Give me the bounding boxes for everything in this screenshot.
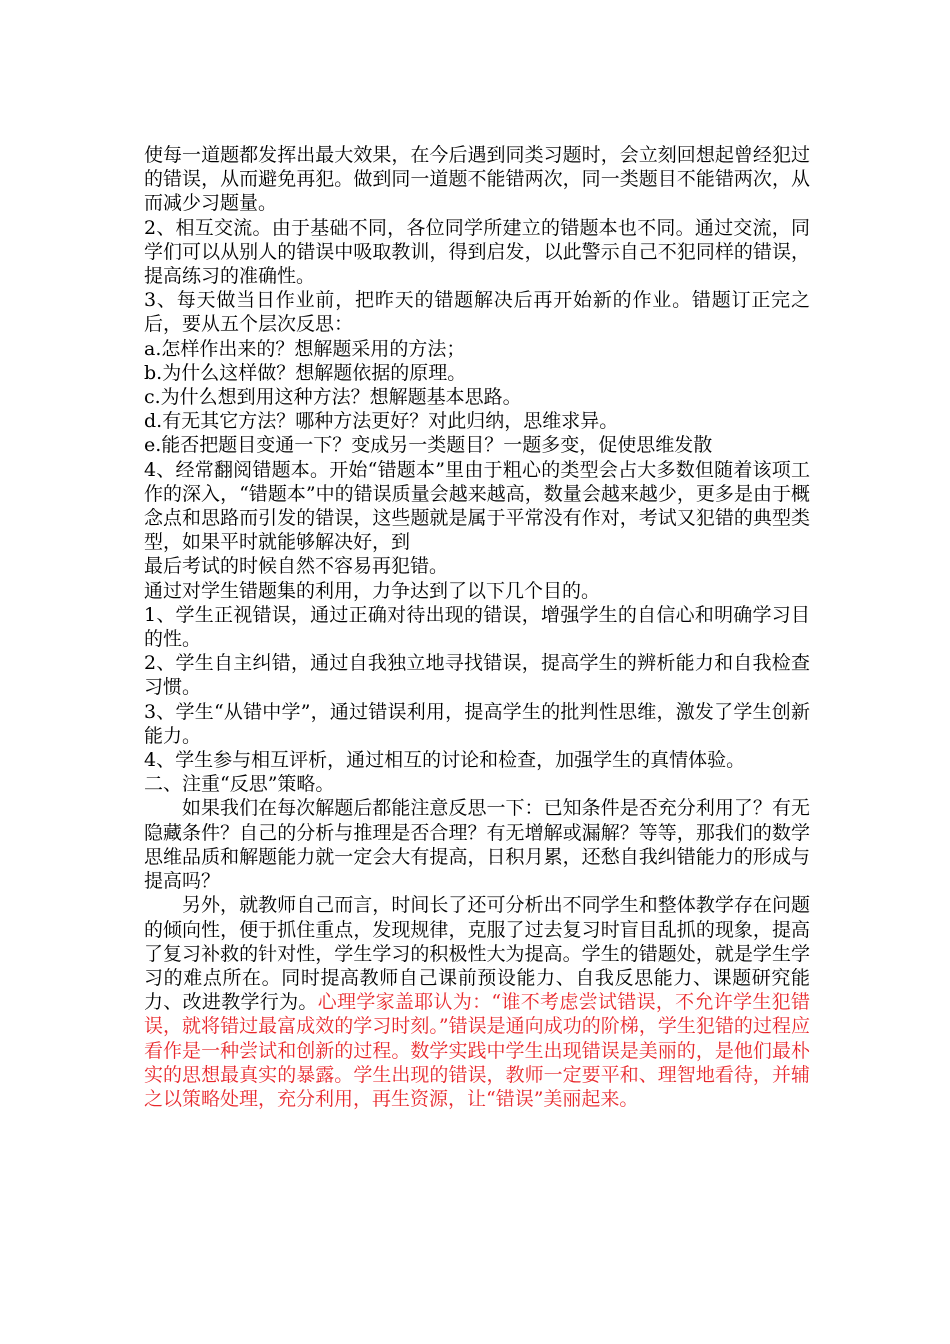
goals-intro: 通过对学生错题集的利用，力争达到了以下几个目的。 [144, 579, 601, 602]
goal-item-1: 1、学生正视错误，通过正确对待出现的错误，增强学生的自信心和明确学习目的性。 [144, 603, 810, 651]
reflection-item-b: b.为什么这样做？想解题依据的原理。 [144, 361, 467, 384]
reflection-item-a: a.怎样作出来的？想解题采用的方法； [144, 337, 466, 360]
highlighted-quote: 心理学家盖耶认为：“谁不考虑尝试错误，不允许学生犯错误，就将错过最富成效的学习时刻。”错误是通向成功的阶梯，学生犯错的过程应看作是一种尝试和创新的过程。数学实践中学生出现错误是美丽的，是他们最朴实的思想最真实的暴露。学生出现的错误，教师一定要平和、理智地看待，并辅之以策略处理，充分利用，再生资源，让“错误”美丽起来。 [144, 991, 810, 1110]
reflection-item-d: d.有无其它方法？哪种方法更好？对此归纳，思维求异。 [144, 410, 619, 433]
paragraph-point-2: 2、相互交流。由于基础不同，各位同学所建立的错题本也不同。通过交流，同学们可以从别人的错误中吸取教训，得到启发，以此警示自己不犯同样的错误，提高练习的准确性。 [144, 216, 810, 288]
paragraph-reflection: 如果我们在每次解题后都能注意反思一下：已知条件是否充分利用了？有无隐藏条件？自己的分析与推理是否合理？有无增解或漏解？等等，那我们的数学思维品质和解题能力就一定会大有提高，日积月累，还愁自我纠错能力的形成与提高吗？ [144, 797, 810, 893]
goal-item-2: 2、学生自主纠错，通过自我独立地寻找错误，提高学生的辨析能力和自我检查习惯。 [144, 652, 810, 699]
goal-item-3: 3、学生“从错中学”，通过错误利用，提高学生的批判性思维，激发了学生创新能力。 [144, 700, 810, 747]
section-heading-reflection: 二、注重“反思”策略。 [144, 773, 335, 796]
reflection-item-c: c.为什么想到用这种方法？想解题基本思路。 [144, 386, 522, 409]
paragraph-point-4-continued: 最后考试的时候自然不容易再犯错。 [144, 555, 449, 578]
paragraph-teacher [144, 893, 810, 1111]
paragraph-point-4: 4、经常翻阅错题本。开始“错题本”里由于粗心的类型会占大多数但随着该项工作的深入，“错题本”中的错误质量会越来越高，数量会越来越少，更多是由于概念点和思路而引发的错误，这些题就是属于平常没有作对，考试又犯错的典型类型，如果平时就能够解决好，到 [144, 458, 810, 554]
teacher-text: 另外，就教师自己而言，时间长了还可分析出不同学生和整体教学存在问题的倾向性，便于抓住重点，发现规律，克服了过去复习时盲目乱抓的现象，提高了复习补救的针对性，学生学习的积极性大为提高。学生的错题处，就是学生学习的难点所在。同时提高教师自己课前预设能力、自我反思能力、课题研究能力、改进教学行为。 [144, 894, 810, 1014]
document-body [144, 143, 810, 1111]
paragraph-point-3: 3、每天做当日作业前，把昨天的错题解决后再开始新的作业。错题订正完之后，要从五个层次反思： [144, 289, 810, 336]
paragraph-intro: 使每一道题都发挥出最大效果，在今后遇到同类习题时，会立刻回想起曾经犯过的错误，从而避免再犯。做到同一道题不能错两次，同一类题目不能错两次，从而减少习题量。 [144, 144, 810, 215]
goal-item-4: 4、学生参与相互评析，通过相互的讨论和检查，加强学生的真情体验。 [144, 749, 746, 772]
reflection-item-e: e.能否把题目变通一下？变成另一类题目？一题多变，促使思维发散 [144, 434, 713, 457]
